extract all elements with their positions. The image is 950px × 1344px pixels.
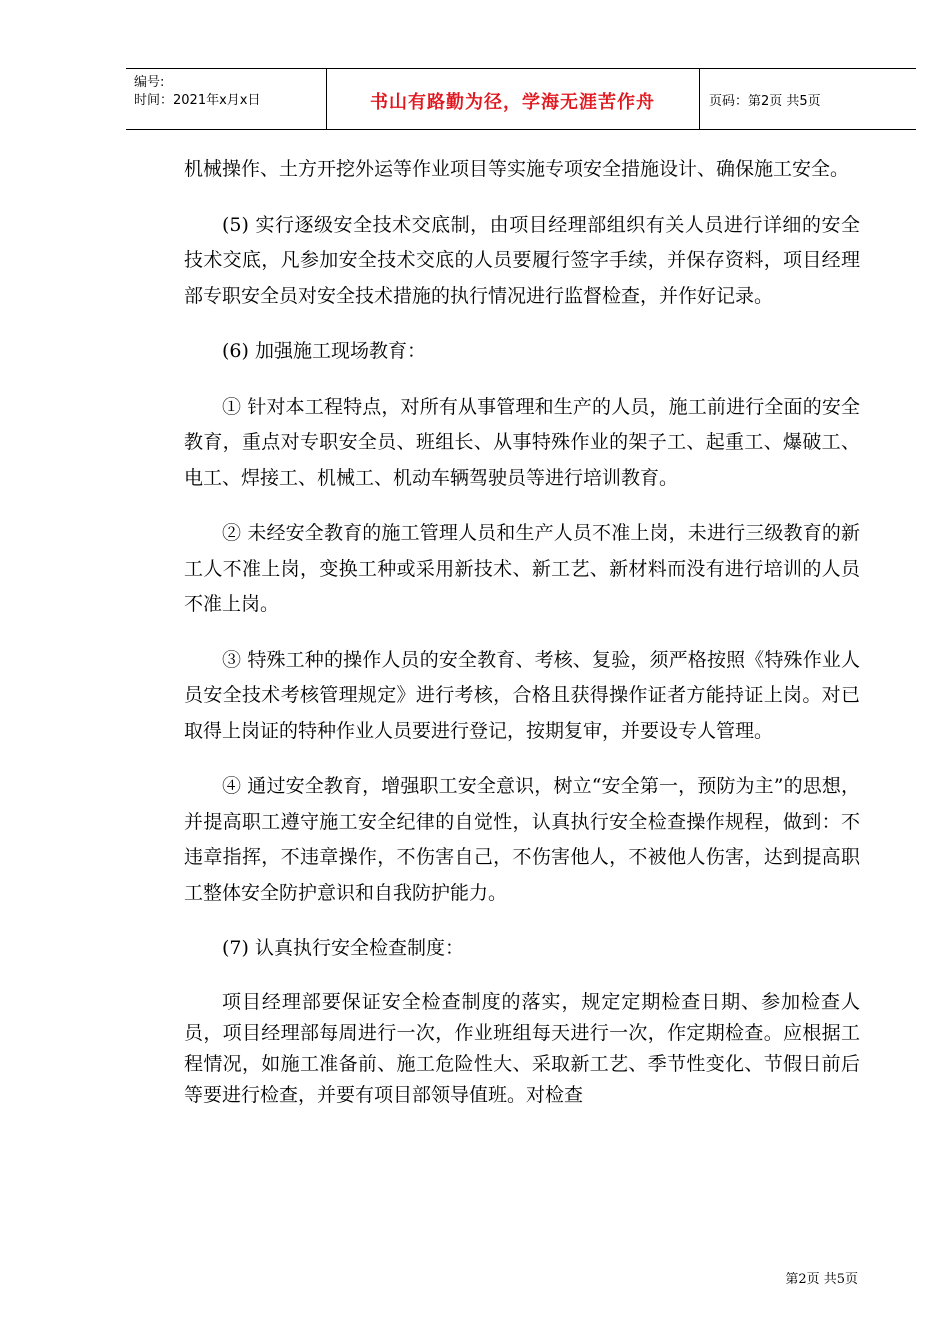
body-paragraph: ① 针对本工程特点，对所有从事管理和生产的人员，施工前进行全面的安全教育，重点对专职安全员、班组长、从事特殊作业的架子工、起重工、爆破工、电工、焊接工、机械工、机动车辆驾驶员等进行培训教育。 [184, 395, 860, 489]
body-paragraph: ② 未经安全教育的施工管理人员和生产人员不准上岗，未进行三级教育的新工人不准上岗，变换工种或采用新技术、新工艺、新材料而没有进行培训的人员不准上岗。 [184, 522, 860, 615]
body-paragraph: 机械操作、土方开挖外运等作业项目等实施专项安全措施设计、确保施工安全。 [184, 158, 850, 180]
header-page-cell [699, 69, 916, 129]
document-time-label: 时间：2021年x月x日 [134, 93, 261, 108]
page-header [126, 68, 916, 130]
header-page-info: 页码：第2页 共5页 [709, 94, 821, 109]
header-motto: 书山有路勤为径，学海无涯苦作舟 [370, 92, 655, 113]
document-number-label: 编号: [134, 75, 165, 90]
header-motto-cell [326, 69, 700, 129]
body-paragraph: (5) 实行逐级安全技术交底制，由项目经理部组织有关人员进行详细的安全技术交底，凡参加安全技术交底的人员要履行签字手续，并保存资料，项目经理部专职安全员对安全技术措施的执行情况进行监督检查，并作好记录。 [184, 213, 860, 307]
document-body [184, 152, 860, 1111]
body-paragraph: 项目经理部要保证安全检查制度的落实，规定定期检查日期、参加检查人员，项目经理部每周进行一次，作业班组每天进行一次，作定期检查。应根据工程情况，如施工准备前、施工危险性大、采取新工艺、季节性变化、节假日前后等要进行检查，并要有项目部领导值班。对检查 [184, 990, 860, 1106]
body-paragraph: (6) 加强施工现场教育： [222, 340, 426, 362]
header-meta-cell [126, 69, 327, 129]
page-footer-number: 第2页 共5页 [785, 1272, 858, 1287]
body-paragraph: (7) 认真执行安全检查制度： [222, 937, 464, 959]
body-paragraph: ③ 特殊工种的操作人员的安全教育、考核、复验，须严格按照《特殊作业人员安全技术考核管理规定》进行考核，合格且获得操作证者方能持证上岗。对已取得上岗证的特种作业人员要进行登记，按期复审，并要设专人管理。 [184, 648, 860, 742]
body-paragraph: ④ 通过安全教育，增强职工安全意识，树立“安全第一，预防为主”的思想，并提高职工遵守施工安全纪律的自觉性，认真执行安全检查操作规程，做到：不违章指挥，不违章操作，不伤害自己，不伤害他人，不被他人伤害，达到提高职工整体安全防护意识和自我防护能力。 [184, 775, 860, 904]
